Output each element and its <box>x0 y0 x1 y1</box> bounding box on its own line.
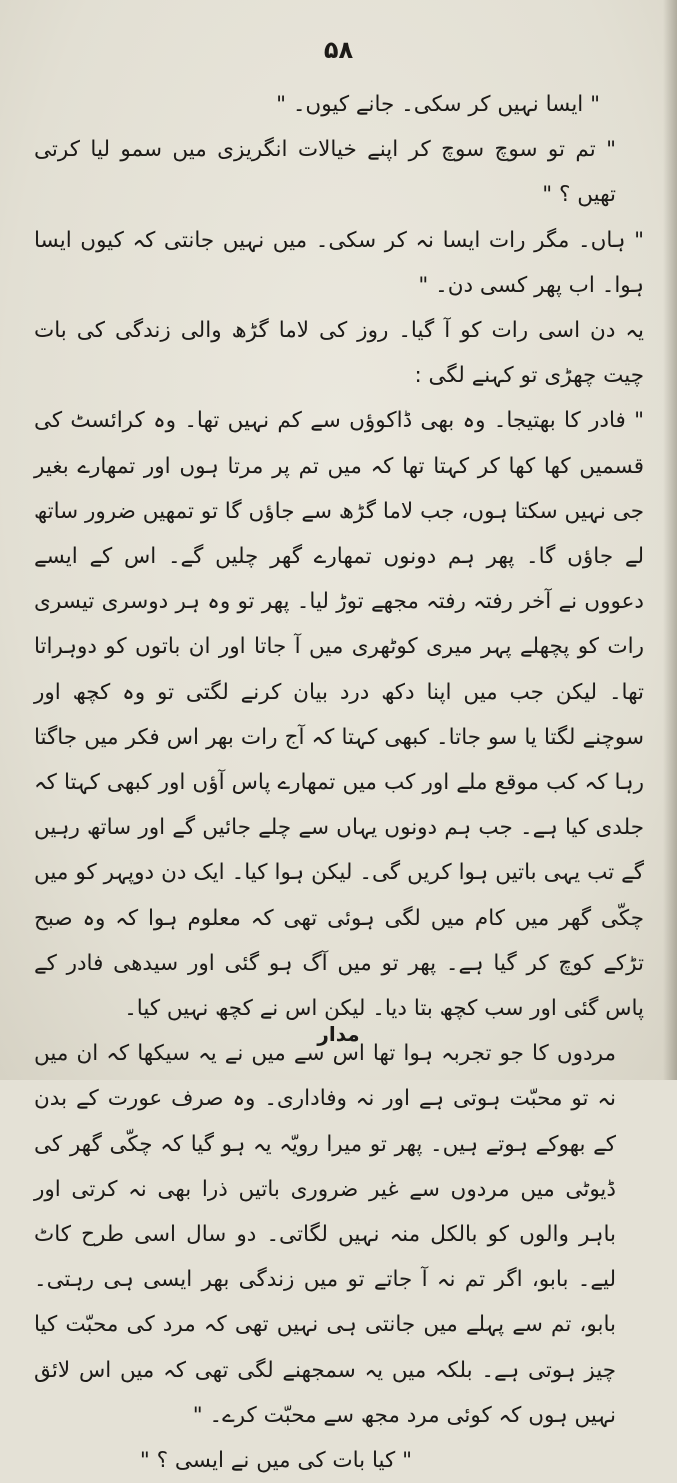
paragraph: " ایسا نہیں کر سکی۔ جانے کیوں۔ " <box>276 92 600 117</box>
page-number: ۵۸ <box>323 36 354 64</box>
page-edge-shadow <box>663 0 677 1080</box>
paragraph: یہ دن اسی رات کو آ گیا۔ روز کی لاما گڑھ والی زندگی کی بات چیت چھڑی تو کہنے لگی : <box>34 318 644 389</box>
page-body <box>34 82 644 1483</box>
page-footer-title: مدار <box>317 1022 360 1046</box>
paragraph: " کیا بات کی میں نے ایسی ؟ " <box>139 1448 412 1474</box>
paragraph: مردوں کا جو تجربہ ہوا تھا اس سے میں نے یہ سیکھا کہ ان میں نہ تو محبّت ہوتی ہے اور نہ وفاداری۔ وہ صرف عورت کے بدن کے بھوکے ہوتے ہیں۔ پھر تو میرا رویّہ یہ ہو گیا کہ چکّی گھر کی ڈیوٹی میں مردوں سے غیر ضروری باتیں ذرا بھی نہ کرتی اور باہر والوں کو بالکل منہ نہیں لگاتی۔ دو سال اسی طرح کاٹ لیے۔ بابو، اگر تم نہ آ جاتے تو میں زندگی بھر ایسی ہی رہتی۔ بابو، تم سے پہلے میں جانتی ہی نہیں تھی کہ مرد کی محبّت کیا چیز ہوتی ہے۔ بلکہ میں یہ سمجھنے لگی تھی کہ میں اس لائق نہیں ہوں کہ کوئی مرد مجھ سے محبّت کرے۔ " <box>34 1041 616 1428</box>
paragraph: " تم تو سوچ سوچ کر اپنے خیالات انگریزی میں سمو لیا کرتی تھیں ؟ " <box>34 137 616 208</box>
paragraph: " ہاں۔ مگر رات ایسا نہ کر سکی۔ میں نہیں جانتی کہ کیوں ایسا ہوا۔ اب پھر کسی دن۔ " <box>34 227 644 298</box>
paragraph: " فادر کا بھتیجا۔ وہ بھی ڈاکوؤں سے کم نہیں تھا۔ وہ کرائسٹ کی قسمیں کھا کھا کر کہتا تھا کہ میں تم پر مرتا ہوں اور تمھارے بغیر جی نہیں سکتا ہوں، جب لاما گڑھ سے جاؤں گا تو تمھیں ضرور ساتھ لے جاؤں گا۔ پھر ہم دونوں تمھارے گھر چلیں گے۔ اس کے ایسے دعووں نے آخر رفتہ رفتہ مجھے توڑ لیا۔ پھر تو وہ ہر دوسری تیسری رات کو پچھلے پہر میری کوٹھری میں آ جاتا اور ان باتوں کو دوہراتا تھا۔ لیکن جب میں اپنا دکھ درد بیان کرنے لگتی تو وہ کچھ اور سوچنے لگتا یا سو جاتا۔ کبھی کہتا کہ آج رات بھر اس فکر میں جاگتا رہا کہ کب موقع ملے اور کب میں تمھارے پاس آؤں اور کبھی کہتا کہ جلدی کیا ہے۔ جب ہم دونوں یہاں سے چلے جائیں گے اور ساتھ رہیں گے تب یہی باتیں ہوا کریں گی۔ لیکن ہوا کیا۔ ایک دن دوپہر کو میں چکّی گھر میں کام میں لگی ہوئی تھی کہ معلوم ہوا کہ وہ صبح تڑکے کوچ کر گیا ہے۔ پھر تو میں آگ ہو گئی اور سیدھی فادر کے پاس گئی اور سب کچھ بتا دیا۔ لیکن اس نے کچھ نہیں کیا۔ <box>34 408 644 1022</box>
